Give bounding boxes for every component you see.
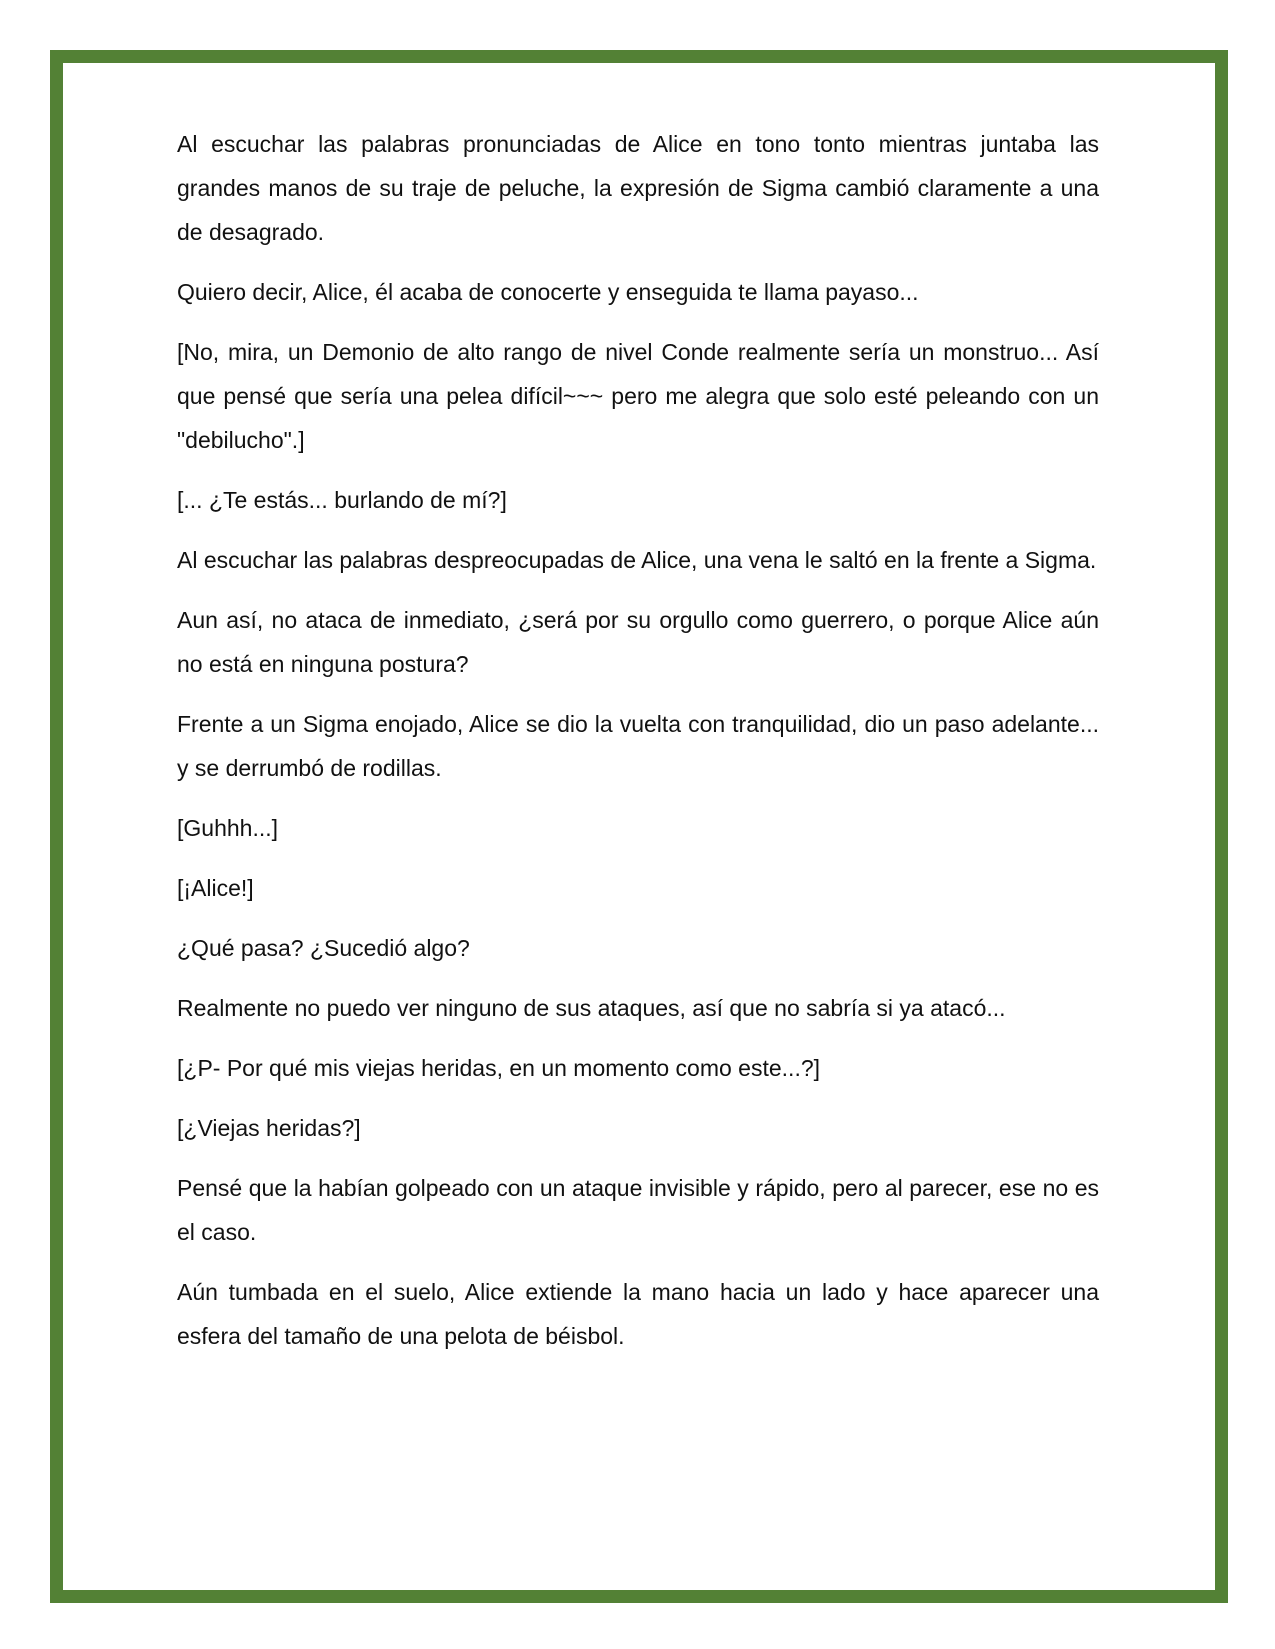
- paragraph: [No, mira, un Demonio de alto rango de nivel Conde realmente sería un monstruo... Así que pensé que sería una pelea difícil~~~ pero me alegra que solo esté peleando con un "debilucho".]: [177, 339, 1099, 453]
- paragraph: Quiero decir, Alice, él acaba de conocerte y enseguida te llama payaso...: [177, 279, 919, 305]
- document-body: [177, 122, 1099, 1374]
- paragraph: [¡Alice!]: [177, 875, 254, 901]
- paragraph: Pensé que la habían golpeado con un ataque invisible y rápido, pero al parecer, ese no es el caso.: [177, 1175, 1099, 1245]
- paragraph: [... ¿Te estás... burlando de mí?]: [177, 487, 507, 513]
- paragraph: Aun así, no ataca de inmediato, ¿será por su orgullo como guerrero, o porque Alice aún no está en ninguna postura?: [177, 607, 1099, 677]
- paragraph: ¿Qué pasa? ¿Sucedió algo?: [177, 935, 470, 961]
- paragraph: Realmente no puedo ver ninguno de sus ataques, así que no sabría si ya atacó...: [177, 995, 1006, 1021]
- paragraph: Frente a un Sigma enojado, Alice se dio la vuelta con tranquilidad, dio un paso adelante... y se derrumbó de rodillas.: [177, 711, 1099, 781]
- paragraph: [Guhhh...]: [177, 815, 279, 841]
- paragraph: [¿Viejas heridas?]: [177, 1115, 361, 1141]
- paragraph: Al escuchar las palabras pronunciadas de Alice en tono tonto mientras juntaba las grandes manos de su traje de peluche, la expresión de Sigma cambió claramente a una de desagrado.: [177, 131, 1099, 245]
- paragraph: [¿P- Por qué mis viejas heridas, en un momento como este...?]: [177, 1055, 821, 1081]
- paragraph: Aún tumbada en el suelo, Alice extiende la mano hacia un lado y hace aparecer una esfera del tamaño de una pelota de béisbol.: [177, 1279, 1099, 1349]
- paragraph: Al escuchar las palabras despreocupadas de Alice, una vena le saltó en la frente a Sigma.: [177, 547, 1097, 573]
